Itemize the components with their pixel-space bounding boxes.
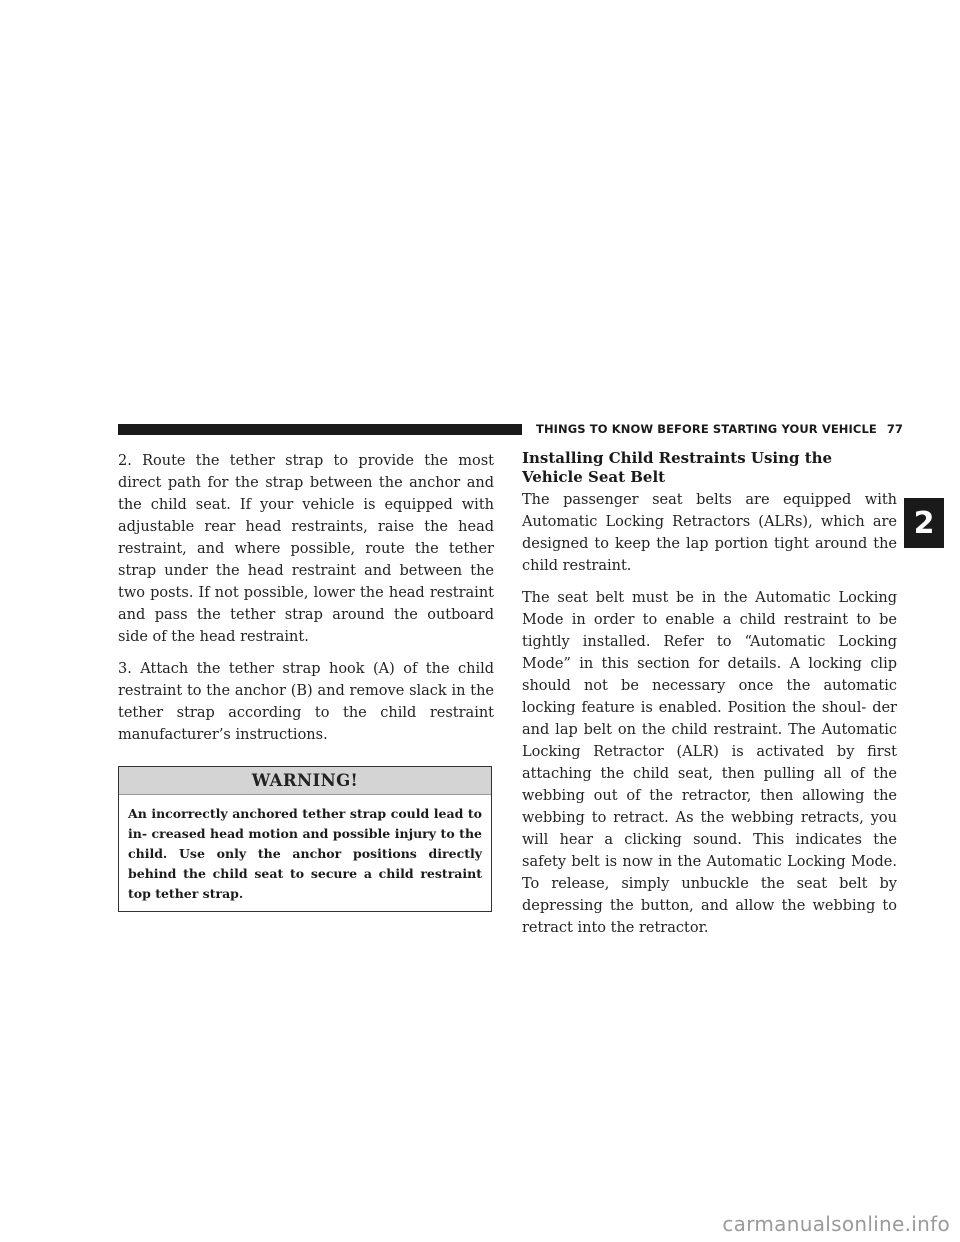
watermark: carmanualsonline.info	[722, 1212, 950, 1236]
section-heading: Installing Child Restraints Using the Vehicle Seat Belt	[522, 449, 833, 486]
locking-mode-paragraph: The seat belt must be in the Automatic Locking Mode in order to enable a child restraint to be tightly installed. Refer to “Automatic Locking Mode” in this section for details. A locking clip should not be necessary once the automatic locking feature is enabled. Position the shoul- der and lap belt on the child restraint. The Automatic Locking Retractor (ALR) is activated by first attaching the child seat, then pulling all of the webbing out of the retractor, then allowing the webbing to retract. As the webbing retracts, you will hear a clicking sound. This indicates the safety belt is now in the Automatic Locking Mode. To release, simply unbuckle the seat belt by depressing the button, and allow the webbing to retract into the retractor.	[522, 590, 897, 936]
alr-intro-paragraph: The passenger seat belts are equipped with Automatic Locking Retractors (ALRs), which are designed to keep the lap portion tight around the child restraint.	[522, 492, 897, 574]
warning-title: WARNING!	[119, 767, 491, 795]
page-number: 77	[886, 422, 904, 436]
header-rule-bar	[118, 424, 522, 435]
right-column	[522, 449, 897, 949]
left-column	[118, 450, 494, 912]
warning-text: An incorrectly anchored tether strap could lead to in- creased head motion and possible injury to the child. Use only the anchor positions directly behind the child seat to secure a child restraint top tether strap.	[128, 806, 482, 901]
warning-box	[118, 766, 492, 912]
step-3-paragraph: 3. Attach the tether strap hook (A) of the child restraint to the anchor (B) and remove slack in the tether strap according to the child restraint manufacturer’s instructions.	[118, 661, 494, 743]
chapter-tab: 2	[904, 498, 944, 548]
running-head	[536, 422, 903, 436]
step-2-paragraph: 2. Route the tether strap to provide the most direct path for the strap between the anchor and the child seat. If your vehicle is equipped with adjustable rear head restraints, raise the head restraint, and where possible, route the tether strap under the head restraint and between the two posts. If not possible, lower the head restraint and pass the tether strap around the outboard side of the head restraint.	[118, 453, 494, 645]
running-head-title: THINGS TO KNOW BEFORE STARTING YOUR VEHICLE	[536, 422, 877, 436]
